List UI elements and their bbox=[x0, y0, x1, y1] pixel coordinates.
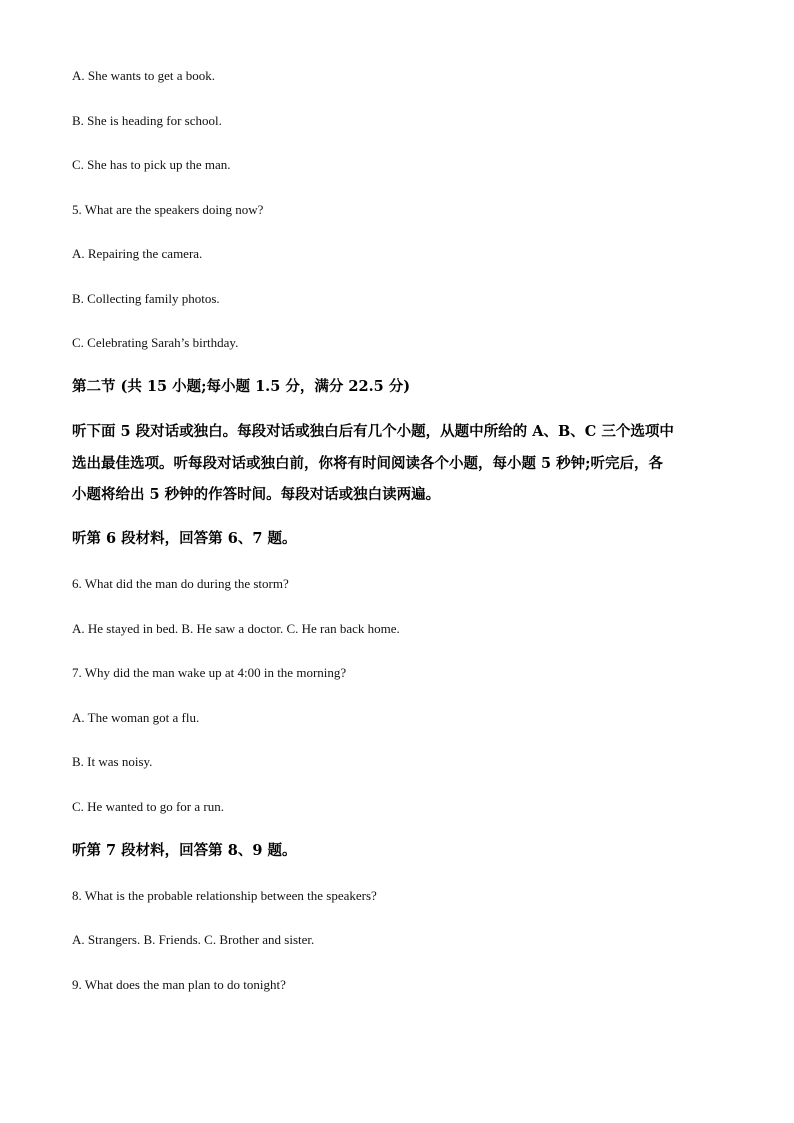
option-7a: A. The woman got a flu. bbox=[72, 710, 200, 725]
option-4a: A. She wants to get a book. bbox=[72, 68, 215, 83]
option-7b: B. It was noisy. bbox=[72, 754, 153, 769]
option-5c: C. Celebrating Sarah’s birthday. bbox=[72, 335, 239, 350]
option-7c: C. He wanted to go for a run. bbox=[72, 799, 224, 814]
options-8: A. Strangers. B. Friends. C. Brother and sister. bbox=[72, 932, 315, 947]
instructions-line-1: 听下面 5 段对话或独白。每段对话或独白后有几个小题，从题中所给的 A、B、C 三个选项中 bbox=[72, 423, 674, 440]
option-5b: B. Collecting family photos. bbox=[72, 291, 220, 306]
question-8: 8. What is the probable relationship between the speakers? bbox=[72, 888, 377, 903]
question-7: 7. Why did the man wake up at 4:00 in the morning? bbox=[72, 665, 347, 680]
instructions-line-3: 小题将给出 5 秒钟的作答时间。每段对话或独白读两遍。 bbox=[72, 486, 441, 503]
instructions-line-2: 选出最佳选项。听每段对话或独白前，你将有时间阅读各个小题，每小题 5 秒钟;听完后，各 bbox=[72, 455, 664, 472]
material-7-heading: 听第 7 段材料，回答第 8、9 题。 bbox=[72, 842, 297, 859]
question-5: 5. What are the speakers doing now? bbox=[72, 202, 264, 217]
question-6: 6. What did the man do during the storm? bbox=[72, 576, 289, 591]
option-4b: B. She is heading for school. bbox=[72, 113, 222, 128]
options-6: A. He stayed in bed. B. He saw a doctor. C. He ran back home. bbox=[72, 621, 400, 636]
material-6-heading: 听第 6 段材料，回答第 6、7 题。 bbox=[72, 530, 297, 547]
section-title: 第二节 (共 15 小题;每小题 1.5 分，满分 22.5 分) bbox=[72, 378, 411, 395]
option-5a: A. Repairing the camera. bbox=[72, 246, 203, 261]
question-9: 9. What does the man plan to do tonight? bbox=[72, 977, 286, 992]
option-4c: C. She has to pick up the man. bbox=[72, 157, 231, 172]
